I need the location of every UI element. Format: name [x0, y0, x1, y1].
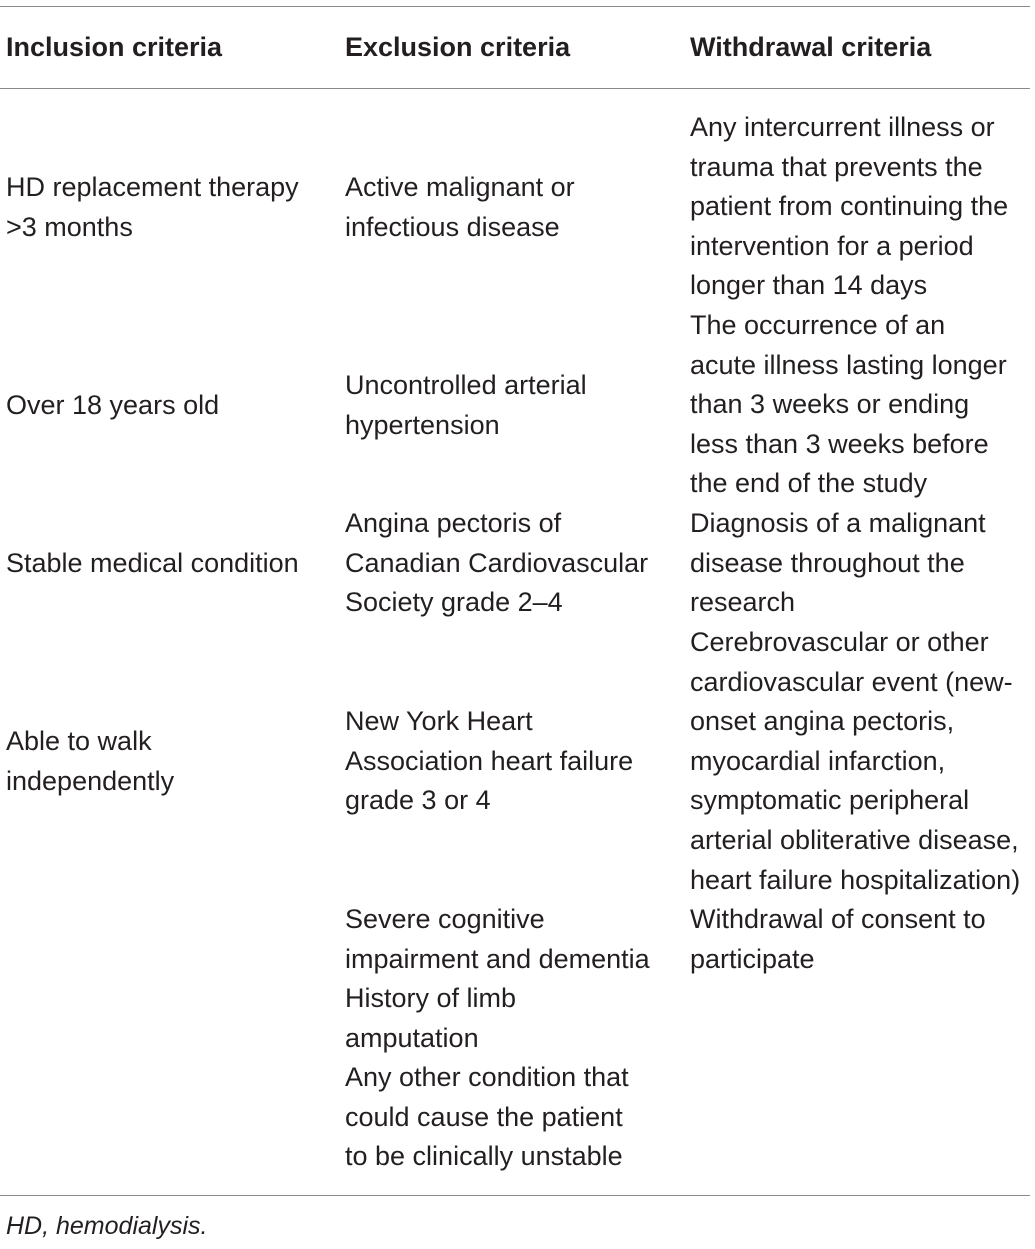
exclusion-item: Any other condition that could cause the patient to be clinically unstable	[345, 1062, 629, 1172]
withdrawal-item: Withdrawal of consent to participate	[690, 904, 986, 974]
exclusion-item: Angina pectoris of Canadian Cardiovascular Society grade 2–4	[345, 508, 649, 618]
header-rule	[0, 88, 1030, 89]
exclusion-item: Severe cognitive impairment and dementia	[345, 904, 650, 974]
table-bottom-rule	[0, 1195, 1030, 1196]
header-inclusion: Inclusion criteria	[6, 32, 223, 62]
exclusion-item: New York Heart Association heart failure grade 3 or 4	[345, 706, 634, 816]
inclusion-item: Over 18 years old	[6, 390, 220, 420]
withdrawal-item: Diagnosis of a malignant disease throughout the research	[690, 508, 986, 618]
table-top-rule	[0, 6, 1030, 7]
inclusion-item: HD replacement therapy >3 months	[6, 172, 299, 242]
exclusion-item: History of limb amputation	[345, 983, 517, 1053]
inclusion-item: Stable medical condition	[6, 548, 299, 578]
withdrawal-item: The occurrence of an acute illness lasting longer than 3 weeks or ending less than 3 weeks before the end of the study	[690, 310, 1007, 499]
header-exclusion: Exclusion criteria	[345, 32, 571, 62]
exclusion-item: Active malignant or infectious disease	[345, 172, 575, 242]
inclusion-item: Able to walk independently	[6, 726, 175, 796]
exclusion-item: Uncontrolled arterial hypertension	[345, 370, 587, 440]
header-withdrawal: Withdrawal criteria	[690, 32, 932, 62]
withdrawal-item: Cerebrovascular or other cardiovascular event (new- onset angina pectoris, myocardial infarction, symptomatic peripheral arterial obliterative disease, heart failure hospitalization)	[690, 627, 1021, 895]
withdrawal-item: Any intercurrent illness or trauma that prevents the patient from continuing the intervention for a period longer than 14 days	[690, 112, 1009, 301]
table-footnote: HD, hemodialysis.	[6, 1212, 208, 1240]
